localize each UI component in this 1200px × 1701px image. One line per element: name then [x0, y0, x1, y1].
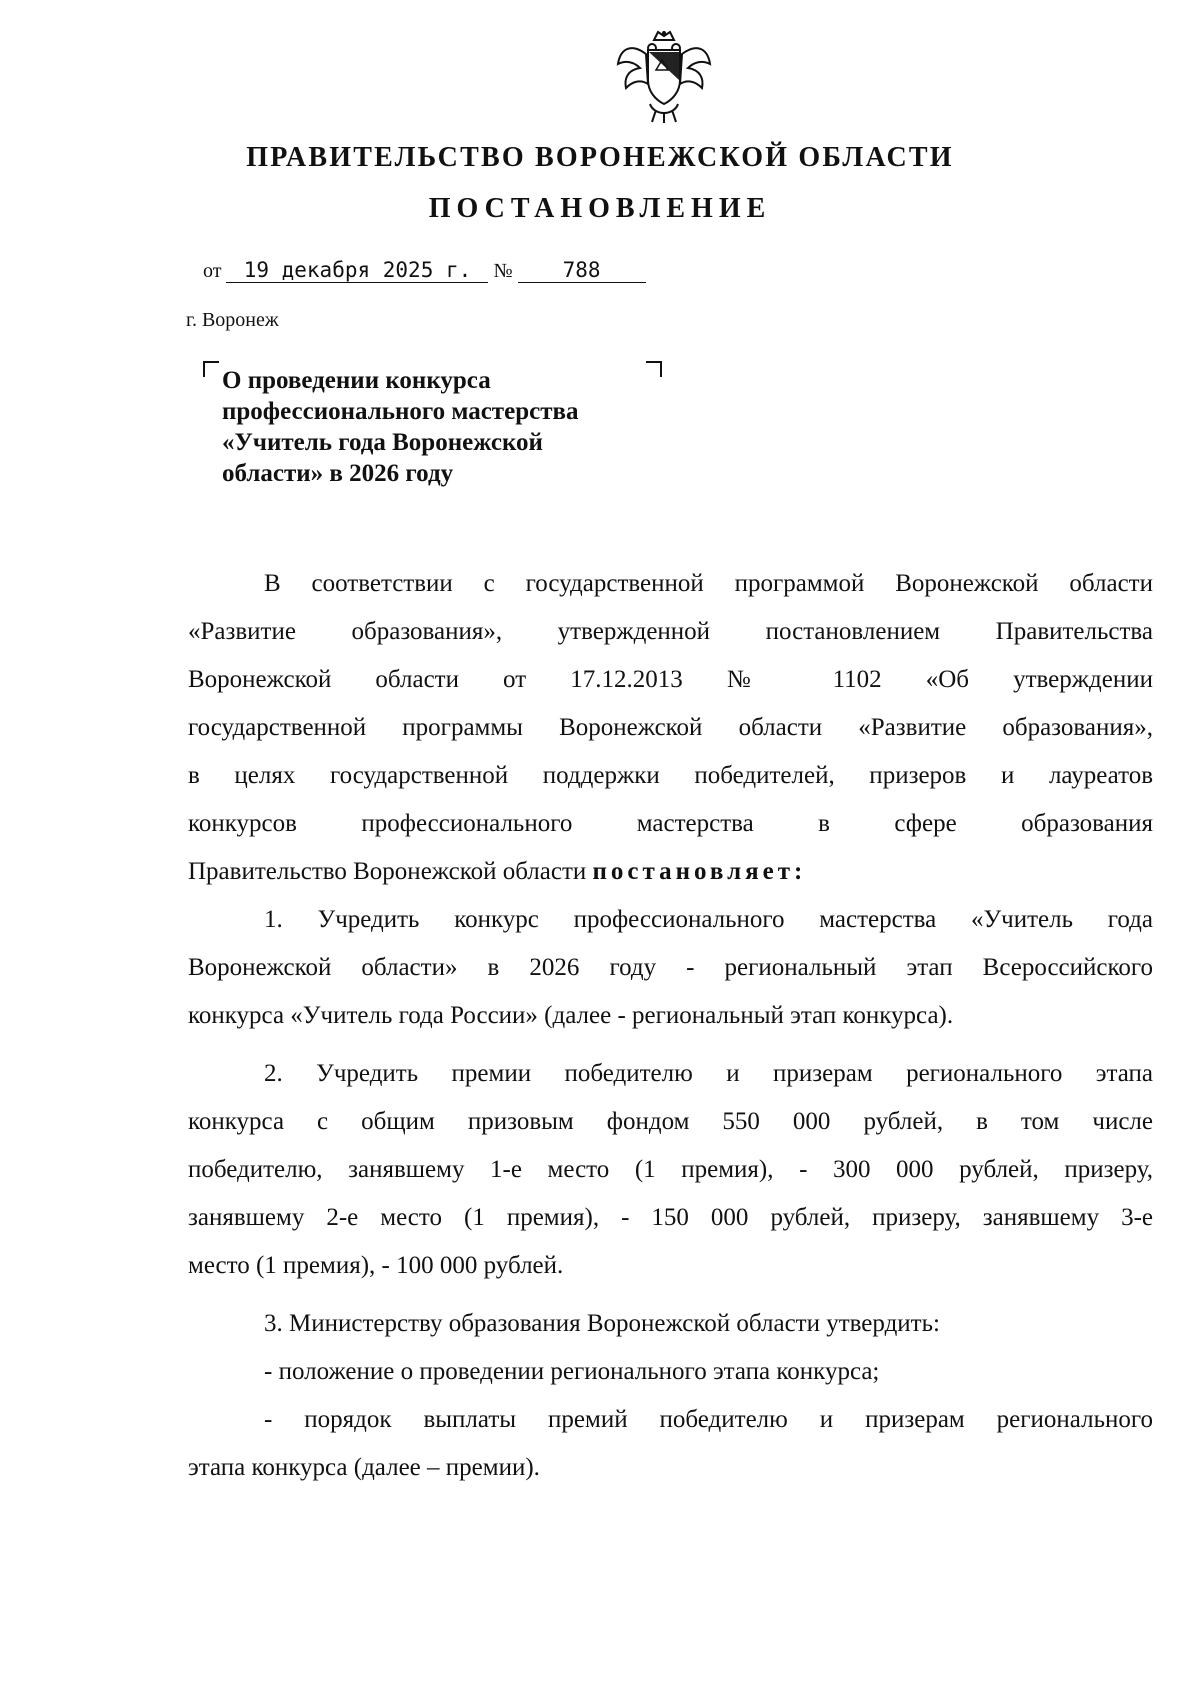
subject-line: области» в 2026 году [222, 460, 454, 487]
preamble-last-line [188, 848, 1153, 896]
item-1-line: 1. Учредить конкурс профессионального мастерства «Учитель года [264, 906, 1153, 933]
subject-line: «Учитель года Воронежской [222, 429, 543, 456]
item-3-subitem-b-last: этапа конкурса (далее – премии). [188, 1454, 540, 1481]
document-number: 788 [518, 258, 646, 283]
item-3-subitem-a: - положение о проведении регионального этапа конкурса; [264, 1358, 880, 1385]
item-2-line: конкурса с общим призовым фондом 550 000 рублей, в том числе [188, 1108, 1153, 1135]
coat-of-arms-icon [616, 30, 712, 124]
date-number-line [203, 258, 646, 283]
item-1-last-line: конкурса «Учитель года России» (далее - региональный этап конкурса). [188, 1002, 954, 1029]
subject-line: О проведении конкурса [222, 367, 491, 394]
document-body [188, 560, 1153, 1492]
preamble-paragraph [188, 560, 1153, 896]
from-label: от [203, 260, 222, 282]
item-3-subitem-b: - порядок выплаты премий победителю и призерам регионального [264, 1406, 1153, 1433]
preamble-line: государственной программы Воронежской области «Развитие образования», [188, 714, 1153, 741]
item-2-line: 2. Учредить премии победителю и призерам регионального этапа [264, 1060, 1153, 1087]
item-2-last-line: место (1 премия), - 100 000 рублей. [188, 1252, 564, 1279]
item-2 [188, 1050, 1153, 1290]
item-2-line: занявшему 2-е место (1 премия), - 150 000 рублей, призеру, занявшему 3-е [188, 1204, 1153, 1231]
document-date: 19 декабря 2025 г. [226, 258, 488, 283]
preamble-line: «Развитие образования», утвержденной постановлением Правительства [188, 618, 1153, 645]
preamble-line: В соответствии с государственной программой Воронежской области [264, 570, 1153, 597]
decree-word: постановляет: [592, 858, 807, 885]
subject-line: профессионального мастерства [222, 398, 579, 425]
preamble-line: конкурсов профессионального мастерства в сфере образования [188, 810, 1153, 837]
document-type: ПОСТАНОВЛЕНИЕ [428, 193, 772, 224]
document-subject [222, 365, 662, 489]
organization-title: ПРАВИТЕЛЬСТВО ВОРОНЕЖСКОЙ ОБЛАСТИ [246, 142, 954, 173]
item-3-line: 3. Министерству образования Воронежской области утвердить: [264, 1310, 940, 1337]
item-3 [188, 1300, 1153, 1492]
preamble-last-text: Правительство Воронежской области [188, 858, 587, 885]
preamble-line: в целях государственной поддержки победителей, призеров и лауреатов [188, 762, 1153, 789]
item-2-line: победителю, занявшему 1-е место (1 премия), - 300 000 рублей, призеру, [188, 1156, 1153, 1183]
item-1 [188, 896, 1153, 1040]
subject-corner-left [203, 361, 219, 377]
item-1-line: Воронежской области» в 2026 году - региональный этап Всероссийского [188, 954, 1153, 981]
number-label: № [493, 260, 513, 282]
preamble-line: Воронежской области от 17.12.2013 № 1102 «Об утверждении [188, 666, 1153, 693]
city: г. Воронеж [186, 309, 279, 331]
